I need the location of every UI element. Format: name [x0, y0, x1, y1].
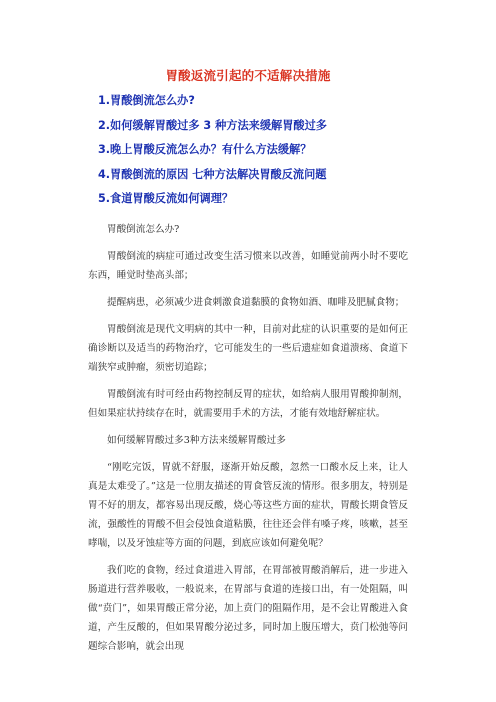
toc-item[interactable]: 4.胃酸倒流的原因 七种方法解决胃酸反流问题: [98, 167, 327, 181]
table-of-contents: [98, 92, 327, 215]
article-body: [88, 220, 408, 664]
section-heading: 胃酸倒流怎么办?: [107, 224, 180, 235]
section-heading: 如何缓解胃酸过多3种方法来缓解胃酸过多: [107, 435, 286, 446]
paragraph: 我们吃的食物，经过食道进入胃部，在胃部被胃酸消解后，进一步进入肠道进行营养吸收，一般说来，在胃部与食道的连接口出，有一处阻隔，叫做“贲门”，如果胃酸正常分泌，加上贲门的阻隔作用，是不会让胃酸进入食道，产生反酸的，但如果胃酸分泌过多，同时加上腹压增大，贲门松弛等问题综合影响，就会出现: [88, 565, 408, 652]
toc-item[interactable]: 1.胃酸倒流怎么办?: [98, 94, 195, 107]
paragraph: “刚吃完饭，胃就不舒服，逐渐开始反酸，忽然一口酸水反上来，让人真是太难受了。”这是一位朋友描述的胃食管反流的情形。很多朋友，特别是胃不好的朋友，都容易出现反酸，烧心等这些方面的症状，胃酸长期食管反流，强酸性的胃酸不但会侵蚀食道粘膜，往往还会伴有嗓子疼，咳嗽，甚至哮喘，以及牙蚀症等方面的问题，到底应该如何避免呢？: [88, 462, 408, 549]
paragraph: 胃酸倒流有时可经由药物控制反胃的症状，如给病人服用胃酸抑制剂，但如果症状持续存在时，就需要用手术的方法，才能有效地舒解症状。: [88, 389, 408, 419]
toc-item[interactable]: 5.食道胃酸反流如何调理？: [98, 192, 234, 205]
paragraph: 提醒病患，必须减少进食刺激食道黏膜的食物如酒、咖啡及肥腻食物；: [107, 297, 405, 308]
document-title: 胃酸返流引起的不适解决措施: [165, 68, 331, 83]
paragraph: 胃酸倒流是现代文明病的其中一种，目前对此症的认识重要的是如何正确诊断以及适当的药物治疗，它可能发生的一些后遗症如食道溃疡、食道下端狭窄或肿瘤，须密切追踪；: [88, 324, 408, 373]
paragraph: 胃酸倒流的病症可通过改变生活习惯来以改善，如睡觉前两小时不要吃东西，睡觉时垫高头部；: [88, 251, 408, 281]
toc-item[interactable]: 3.晚上胃酸反流怎么办？有什么方法缓解？: [98, 143, 312, 156]
toc-item[interactable]: 2.如何缓解胃酸过多 3 种方法来缓解胃酸过多: [98, 118, 327, 132]
